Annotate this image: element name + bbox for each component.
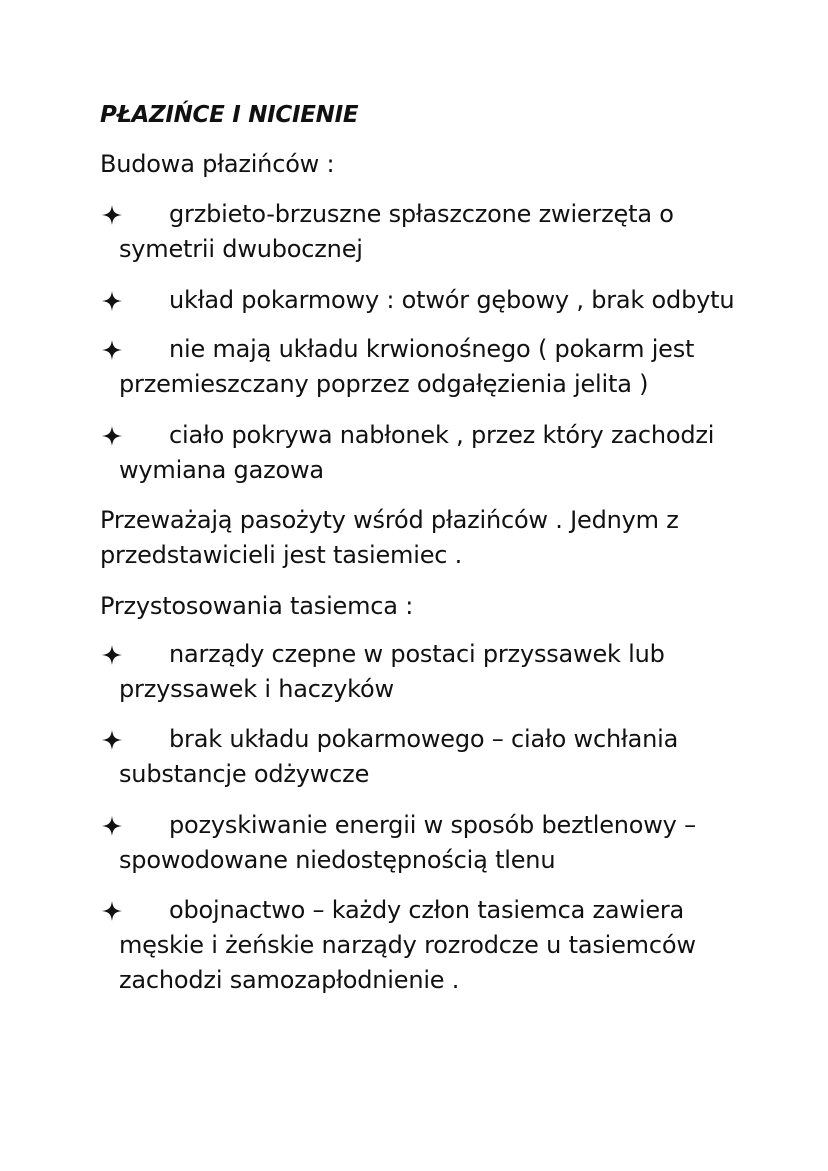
four-pointed-star-icon <box>100 283 128 318</box>
list-item <box>100 418 740 488</box>
list-item-text: brak układu pokarmowego – ciało wchłania substancje odżywcze <box>119 725 679 788</box>
list-item <box>100 893 740 998</box>
four-pointed-star-icon <box>100 808 128 843</box>
list-item-text: pozyskiwanie energii w sposób beztlenowy – spowodowane niedostępnością tlenu <box>119 811 696 874</box>
four-pointed-star-icon <box>100 197 128 232</box>
list-item <box>100 283 740 318</box>
list-item-text: nie mają układu krwionośnego ( pokarm jest przemieszczany poprzez odgałęzienia jelita ) <box>119 335 695 398</box>
four-pointed-star-icon <box>100 332 128 367</box>
four-pointed-star-icon <box>100 418 128 453</box>
list-item <box>100 332 740 402</box>
section-heading-structure: Budowa płazińców : <box>100 150 335 178</box>
list-item <box>100 722 740 792</box>
list-item <box>100 808 740 878</box>
list-item-text: narządy czepne w postaci przyssawek lub przyssawek i haczyków <box>119 640 665 703</box>
paragraph-parasites: Przeważają pasożyty wśród płazińców . Jednym z przedstawicieli jest tasiemiec . <box>100 506 679 569</box>
list-item <box>100 637 740 707</box>
four-pointed-star-icon <box>100 893 128 928</box>
four-pointed-star-icon <box>100 637 128 672</box>
list-item <box>100 197 740 267</box>
section-heading-adaptations: Przystosowania tasiemca : <box>100 592 414 620</box>
list-item-text: ciało pokrywa nabłonek , przez który zachodzi wymiana gazowa <box>119 421 715 484</box>
list-item-text: obojnactwo – każdy człon tasiemca zawiera męskie i żeńskie narządy rozrodcze u tasiemców zachodzi samozapłodnienie . <box>119 896 696 994</box>
four-pointed-star-icon <box>100 722 128 757</box>
list-item-text: układ pokarmowy : otwór gębowy , brak odbytu <box>169 286 735 314</box>
list-item-text: grzbieto-brzuszne spłaszczone zwierzęta o symetrii dwubocznej <box>119 200 674 263</box>
document-title: PŁAZIŃCE I NICIENIE <box>100 102 359 128</box>
